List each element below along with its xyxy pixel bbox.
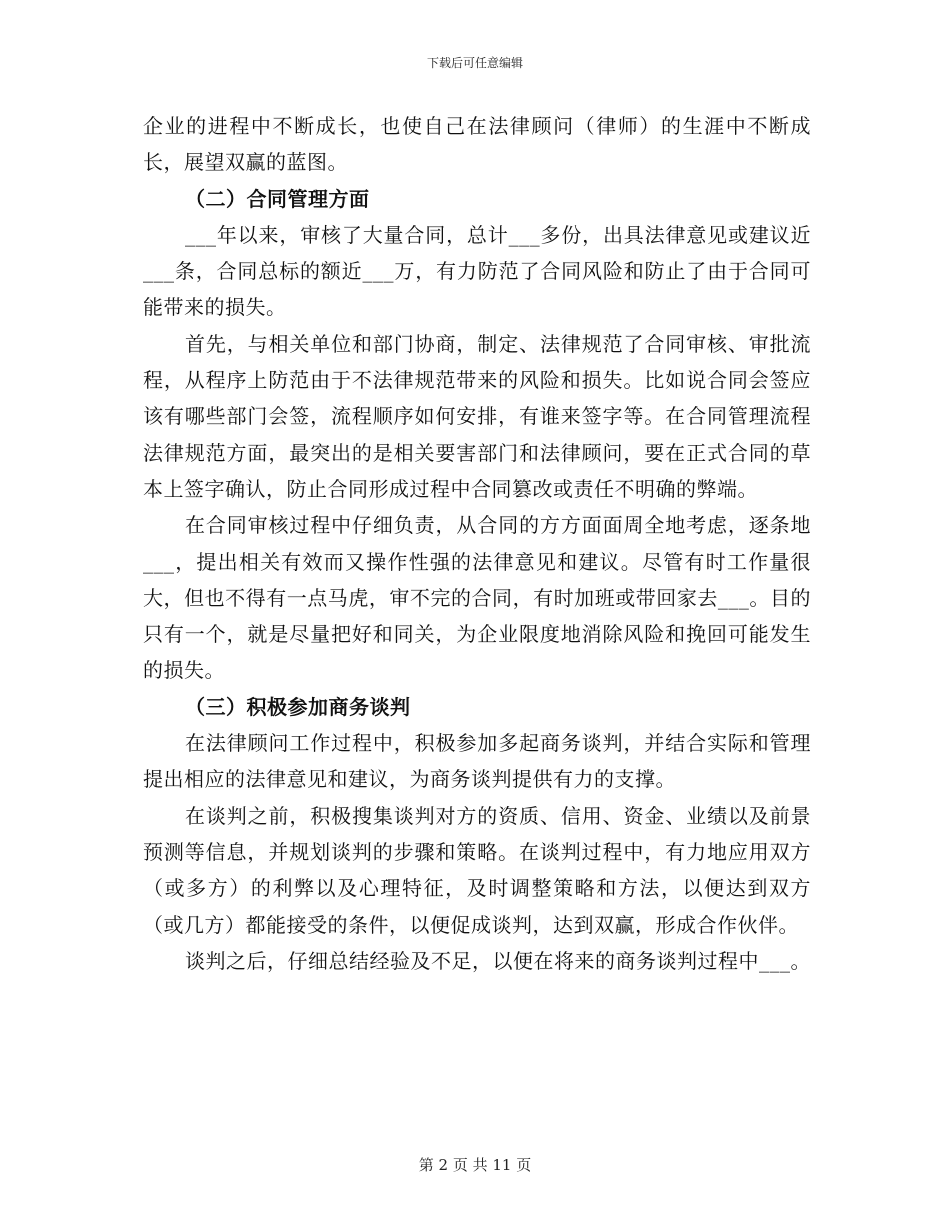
page-header: 下载后可任意编辑	[426, 56, 523, 70]
section-heading-business-negotiation: （三）积极参加商务谈判	[185, 694, 411, 719]
paragraph-contract-stats: ___年以来，审核了大量合同，总计___多份，出具法律意见或建议近___条，合同总标的额近___万，有力防范了合同风险和防止了由于合同可能带来的损失。	[143, 222, 811, 320]
paragraph-negotiation-before: 在谈判之前，积极搜集谈判对方的资质、信用、资金、业绩以及前景预测等信息，并规划谈判的步骤和策略。在谈判过程中，有力地应用双方（或多方）的利弊以及心理特征，及时调整策略和方法，以便达到双方（或几方）都能接受的条件，以便促成谈判，达到双赢，形成合作伙伴。	[143, 803, 811, 937]
paragraph-contract-process: 首先，与相关单位和部门协商，制定、法律规范了合同审核、审批流程，从程序上防范由于不法律规范带来的风险和损失。比如说合同会签应该有哪些部门会签，流程顺序如何安排，有谁来签字等。在合同管理流程法律规范方面，最突出的是相关要害部门和法律顾问，要在正式合同的草本上签字确认，防止合同形成过程中合同篡改或责任不明确的弊端。	[143, 331, 811, 501]
page-number-footer: 第 2 页 共 11 页	[418, 1156, 532, 1174]
paragraph-negotiation-after: 谈判之后，仔细总结经验及不足，以便在将来的商务谈判过程中___。	[185, 948, 811, 973]
paragraph-contract-review: 在合同审核过程中仔细负责，从合同的方方面面周全地考虑，逐条地___，提出相关有效而又操作性强的法律意见和建议。尽管有时工作量很大，但也不得有一点马虎，审不完的合同，有时加班或带回家去___。目的只有一个，就是尽量把好和同关，为企业限度地消除风险和挽回可能发生的损失。	[143, 513, 811, 683]
document-body	[143, 108, 811, 979]
paragraph-negotiation-intro: 在法律顾问工作过程中，积极参加多起商务谈判，并结合实际和管理提出相应的法律意见和建议，为商务谈判提供有力的支撑。	[143, 731, 811, 792]
section-heading-contract-management: （二）合同管理方面	[185, 186, 370, 211]
paragraph-continuation: 企业的进程中不断成长，也使自己在法律顾问（律师）的生涯中不断成长，展望双赢的蓝图。	[143, 114, 811, 175]
